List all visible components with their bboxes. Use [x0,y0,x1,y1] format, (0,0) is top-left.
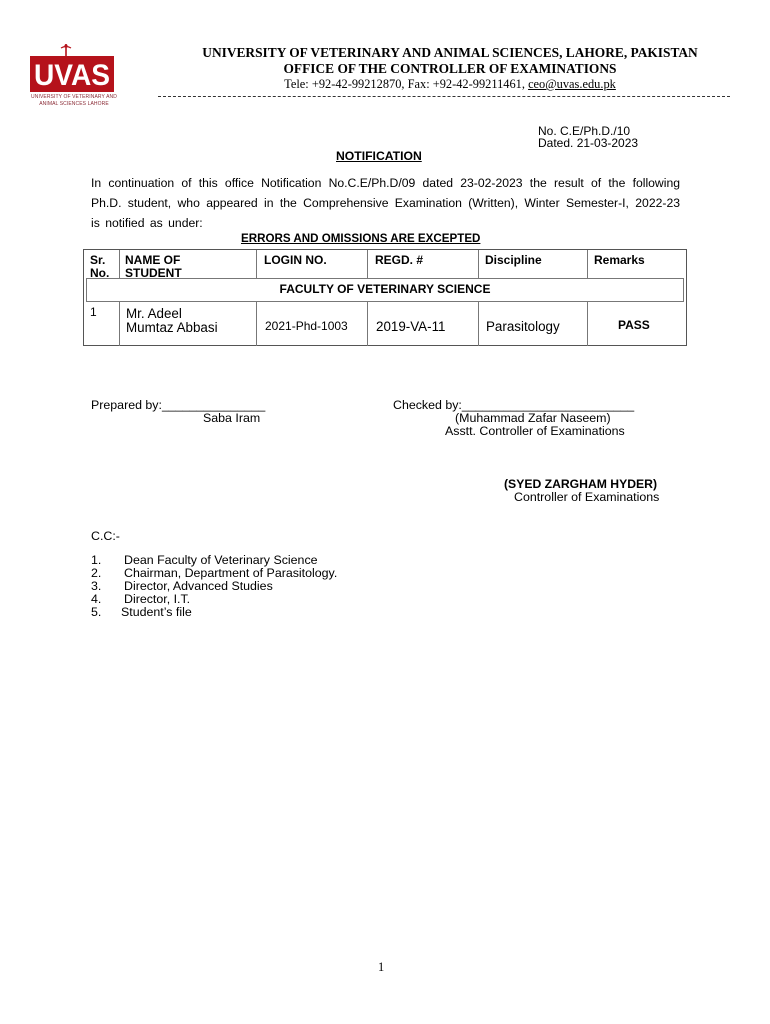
header-student: STUDENT [125,266,182,280]
cc-number: 2. [91,566,102,580]
errors-omissions-note: ERRORS AND OMISSIONS ARE EXCEPTED [241,232,481,245]
university-name: UNIVERSITY OF VETERINARY AND ANIMAL SCIENCES, LAHORE, PAKISTAN [202,45,698,60]
cc-recipient: Dean Faculty of Veterinary Science [124,553,318,567]
email-link[interactable]: ceo@uvas.edu.pk [528,77,616,91]
header-name: NAME OF [125,253,181,267]
logo-mark-text: UVAS [34,59,110,92]
row-regd: 2019-VA-11 [376,319,446,334]
row-name-first: Mr. Adeel [126,306,182,321]
faculty-row [86,278,684,302]
cc-number: 1. [91,553,102,567]
prepared-by-name: Saba Iram [203,411,261,425]
controller-name: (SYED ZARGHAM HYDER) [504,477,658,491]
row-sr: 1 [90,305,97,319]
reference-date: Dated. 21-03-2023 [538,136,639,150]
checked-by-title: Asstt. Controller of Examinations [445,424,625,438]
header-regd: REGD. # [375,253,424,267]
cc-number: 4. [91,592,102,606]
logo-subtitle-2: ANIMAL SCIENCES LAHORE [39,101,109,107]
faculty-name: FACULTY OF VETERINARY SCIENCE [279,282,491,296]
checked-by-name: (Muhammad Zafar Naseem) [455,411,611,425]
page-number: 1 [378,960,385,974]
logo-mark [30,56,114,92]
header-sr: Sr. [90,253,106,267]
row-remarks: PASS [618,318,650,332]
header-discipline: Discipline [485,253,542,267]
row-discipline: Parasitology [486,319,560,334]
logo-subtitle-1: UNIVERSITY OF VETERINARY AND [31,94,117,100]
uvas-logo [26,44,122,114]
cc-number: 3. [91,579,102,593]
cc-recipient: Student’s file [121,605,192,619]
notification-body: In continuation of this office Notification No.C.E/Ph.D/09 dated 23-02-2023 the result of the following Ph.D. student, who appeared in the Comprehensive Examination (Written), Winter Semester-I, 2022-23 is notified as under: [91,176,680,230]
office-name: OFFICE OF THE CONTROLLER OF EXAMINATIONS [283,61,617,76]
result-table [83,249,687,346]
row-login: 2021-Phd-1003 [265,319,348,333]
cc-number: 5. [91,605,102,619]
checked-by-label: Checked by:_________________________ [393,398,635,412]
header-login: LOGIN NO. [264,253,327,267]
cc-recipient: Director, Advanced Studies [124,579,273,593]
notification-title: NOTIFICATION [336,149,422,163]
cc-title: C.C:- [91,529,120,543]
contact-line [150,77,750,92]
contact-phone-fax: Tele: +92-42-99212870, Fax: +92-42-99211461, [284,77,529,91]
header-remarks: Remarks [594,253,645,267]
reference-number: No. C.E/Ph.D./10 [538,124,631,138]
prepared-by-label: Prepared by:_______________ [91,398,266,412]
header-divider [158,96,730,97]
cc-recipient: Director, I.T. [124,592,191,606]
controller-title: Controller of Examinations [514,490,660,504]
row-name-last: Mumtaz Abbasi [126,320,218,335]
cc-recipient: Chairman, Department of Parasitology. [124,566,338,580]
header-sr-no: No. [90,266,110,280]
